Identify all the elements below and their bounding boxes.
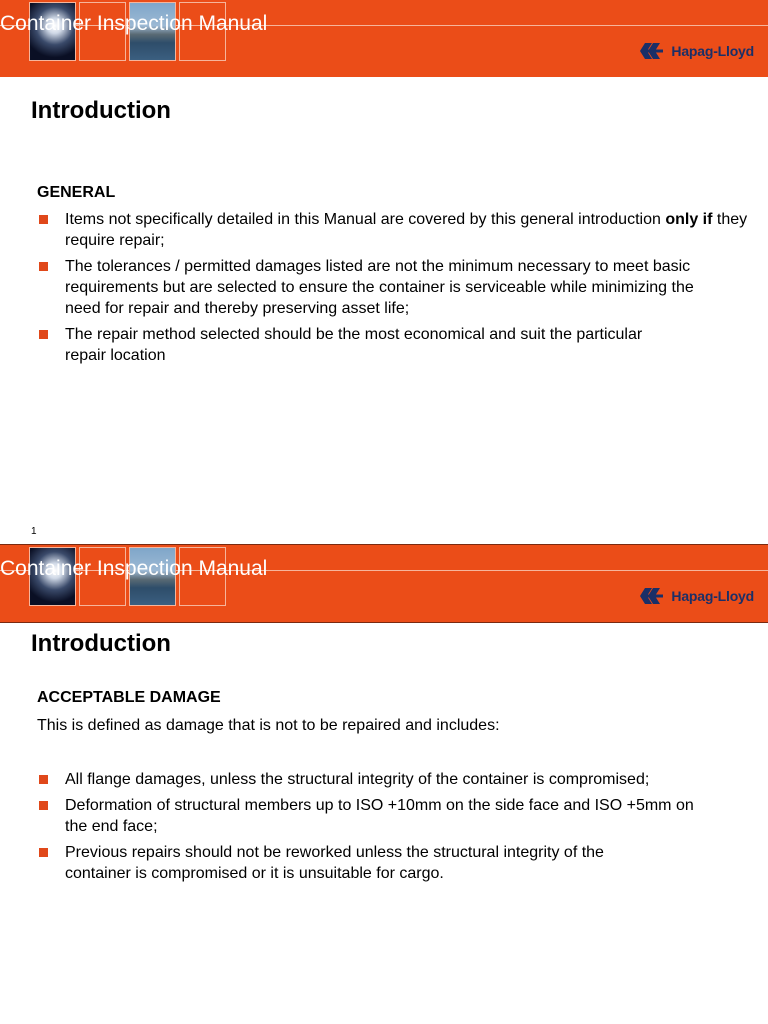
bullet-text: All flange damages, unless the structural integrity of the container is compromised; (65, 771, 650, 788)
section-title: ACCEPTABLE DAMAGE (37, 689, 221, 706)
bullet-text: Deformation of structural members up to ISO +10mm on the side face and ISO +5mm on the end face; (65, 797, 694, 835)
square-bullet-icon (39, 801, 48, 810)
square-bullet-icon (39, 330, 48, 339)
banner-title: Container Inspection Manual (0, 557, 268, 580)
list-item (37, 795, 757, 837)
list-item (37, 324, 757, 366)
square-bullet-icon (39, 775, 48, 784)
logo-text: Hapag-Lloyd (671, 43, 754, 59)
bullet-list (37, 209, 757, 371)
hapag-lloyd-logo (639, 42, 754, 60)
logo-text: Hapag-Lloyd (671, 588, 754, 604)
bullet-text: Previous repairs should not be reworked unless the structural integrity of the container is compromised or it is unsuitable for cargo. (65, 844, 604, 882)
bullet-emphasis: only if (665, 211, 713, 228)
list-item (37, 769, 757, 790)
square-bullet-icon (39, 848, 48, 857)
slide-banner (0, 0, 768, 77)
square-bullet-icon (39, 215, 48, 224)
intro-text: This is defined as damage that is not to be repaired and includes: (37, 717, 500, 734)
section-title: GENERAL (37, 184, 116, 201)
banner-title: Container Inspection Manual (0, 12, 268, 35)
square-bullet-icon (39, 262, 48, 271)
slide-banner (0, 544, 768, 623)
bullet-text: The tolerances / permitted damages listed are not the minimum necessary to meet basic requirements but are selected to ensure the container is serviceable while minimizing the need for repair and thereby preserving asset life; (65, 258, 694, 317)
slide-2 (0, 544, 768, 1024)
page-title: Introduction (31, 97, 171, 124)
hapag-lloyd-logo-icon (639, 587, 665, 605)
bullet-text-tail: they require repair; (65, 211, 748, 249)
page-title: Introduction (31, 630, 171, 657)
list-item (37, 209, 757, 251)
bullet-text: The repair method selected should be the most economical and suit the particular repair location (65, 326, 643, 364)
list-item (37, 256, 757, 319)
list-item (37, 842, 757, 884)
hapag-lloyd-logo-icon (639, 42, 665, 60)
page-number: 1 (31, 526, 37, 537)
bullet-text: Items not specifically detailed in this Manual are covered by this general introduction (65, 211, 661, 228)
bullet-list (37, 769, 757, 889)
hapag-lloyd-logo (639, 587, 754, 605)
